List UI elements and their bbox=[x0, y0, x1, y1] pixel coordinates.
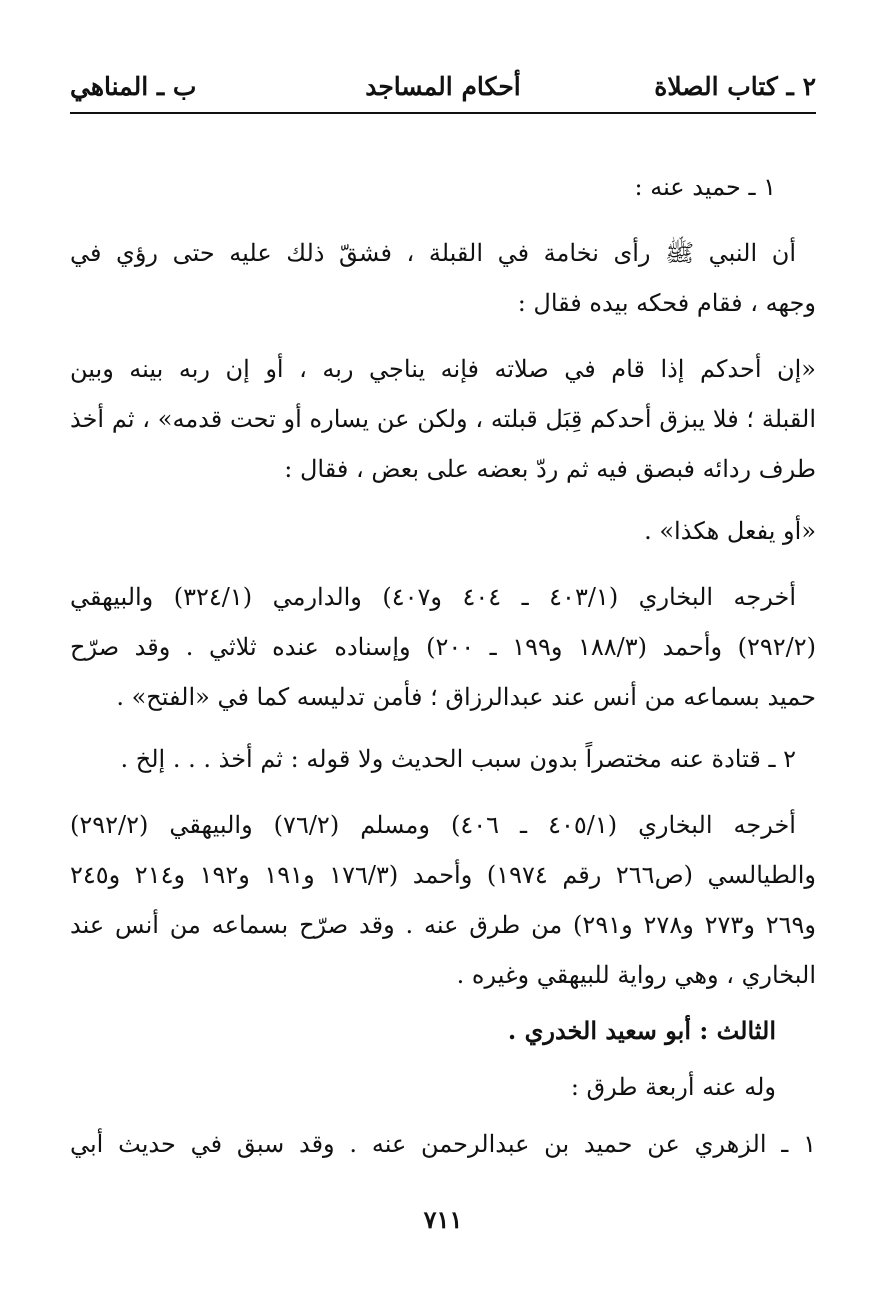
subheading-humaid: ١ ـ حميد عنه : bbox=[634, 173, 776, 201]
quote-line: «إن أحدكم إذا قام في صلاته فإنه يناجي ربه ، أو إن ربه بينه وبين bbox=[70, 355, 816, 383]
takhrij-line: و٢٦٩ و٢٧٣ و٢٧٨ و٢٩١) من طرق عنه . وقد صرّح بسماعه من أنس عند bbox=[70, 911, 816, 939]
takhrij-line: والطيالسي (ص٢٦٦ رقم ١٩٧٤) وأحمد (١٧٦/٣ و١٩١ و١٩٢ و٢١٤ و٢٤٥ bbox=[70, 861, 816, 889]
takhrij-line: أخرجه البخاري (٤٠٣/١ ـ ٤٠٤ و٤٠٧) والدارمي (٣٢٤/١) والبيهقي bbox=[70, 583, 796, 611]
text-line: وله عنه أربعة طرق : bbox=[570, 1073, 776, 1101]
subheading-qatada: ٢ ـ قتادة عنه مختصراً بدون سبب الحديث ولا قوله : ثم أخذ . . . إلخ . bbox=[120, 745, 796, 773]
text-line: طرف ردائه فبصق فيه ثم ردّ بعضه على بعض ، فقال : bbox=[284, 455, 816, 483]
quote-line: القبلة ؛ فلا يبزق أحدكم قِبَل قبلته ، ولكن عن يساره أو تحت قدمه» ، ثم أخذ bbox=[70, 405, 816, 433]
header-title: أحكام المساجد bbox=[365, 72, 521, 101]
header-rule bbox=[70, 112, 816, 114]
text-line: وجهه ، فقام فحكه بيده فقال : bbox=[517, 289, 816, 317]
text-line: أن النبي ﷺ رأى نخامة في القبلة ، فشقّ ذلك عليه حتى رؤي في bbox=[70, 239, 796, 267]
header-section: ب ـ المناهي bbox=[70, 72, 197, 101]
heading-third-companion: الثالث : أبو سعيد الخدري . bbox=[507, 1016, 776, 1045]
takhrij-line: أخرجه البخاري (٤٠٥/١ ـ ٤٠٦) ومسلم (٧٦/٢) والبيهقي (٢٩٢/٢) bbox=[70, 811, 796, 839]
takhrij-line: (٢٩٢/٢) وأحمد (١٨٨/٣ و١٩٩ ـ ٢٠٠) وإسناده عنده ثلاثي . وقد صرّح bbox=[70, 633, 816, 661]
running-header bbox=[70, 68, 816, 108]
page-number: ٧١١ bbox=[423, 1205, 463, 1234]
takhrij-line: حميد بسماعه من أنس عند عبدالرزاق ؛ فأمن تدليسه كما في «الفتح» . bbox=[116, 683, 816, 711]
text-line: ١ ـ الزهري عن حميد بن عبدالرحمن عنه . وقد سبق في حديث أبي bbox=[70, 1130, 816, 1158]
quote-line: «أو يفعل هكذا» . bbox=[644, 517, 816, 545]
takhrij-line: البخاري ، وهي رواية للبيهقي وغيره . bbox=[456, 961, 816, 989]
header-chapter: ٢ ـ كتاب الصلاة bbox=[654, 72, 816, 101]
